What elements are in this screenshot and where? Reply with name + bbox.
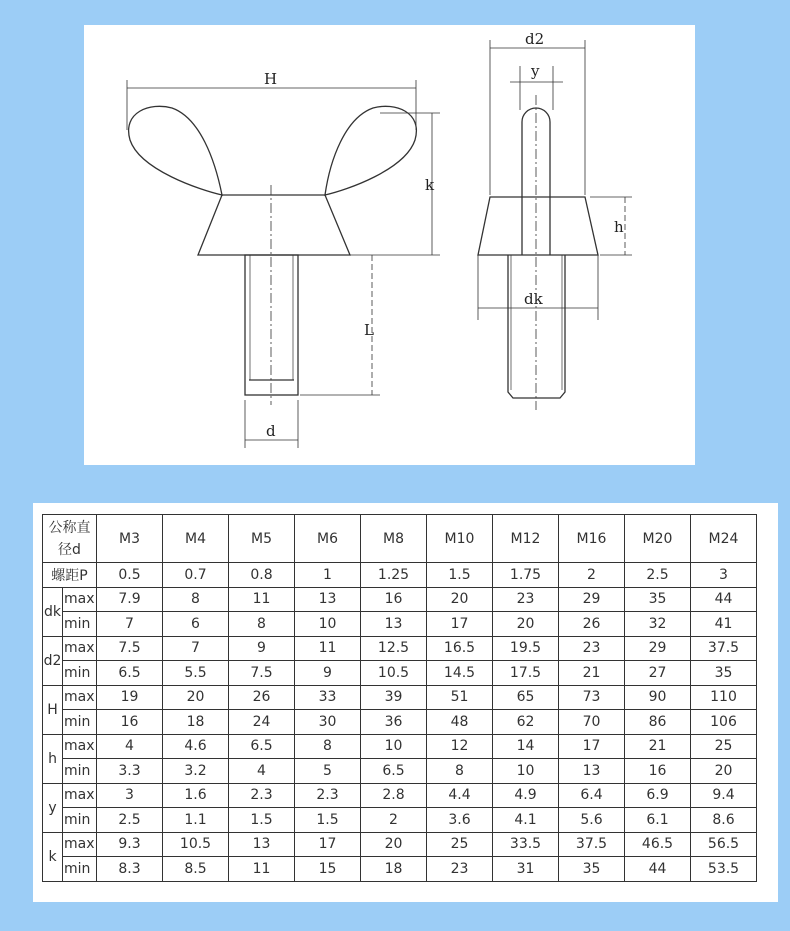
table-cell: 10 — [493, 759, 559, 784]
column-header: M16 — [559, 515, 625, 563]
column-header: M5 — [229, 515, 295, 563]
table-cell: 19.5 — [493, 636, 559, 661]
table-cell: 86 — [625, 710, 691, 735]
column-header: M3 — [97, 515, 163, 563]
table-row — [43, 783, 757, 808]
row-sub-label: max — [63, 832, 97, 857]
table-cell: 15 — [295, 857, 361, 882]
row-sub-label: min — [63, 661, 97, 686]
row-group-label: h — [43, 734, 63, 783]
table-cell: 0.7 — [163, 563, 229, 588]
table-cell: 9 — [295, 661, 361, 686]
table-cell: 13 — [229, 832, 295, 857]
table-cell: 8 — [295, 734, 361, 759]
row-sub-label: max — [63, 636, 97, 661]
table-cell: 6.5 — [229, 734, 295, 759]
header-row — [43, 515, 757, 563]
table-cell: 33 — [295, 685, 361, 710]
table-cell: 35 — [625, 587, 691, 612]
table-cell: 44 — [625, 857, 691, 882]
row-sub-label: min — [63, 857, 97, 882]
table-cell: 18 — [361, 857, 427, 882]
table-cell: 8 — [163, 587, 229, 612]
table-cell: 44 — [691, 587, 757, 612]
table-cell: 16 — [361, 587, 427, 612]
table-cell: 35 — [559, 857, 625, 882]
table-cell: 1.1 — [163, 808, 229, 833]
table-row — [43, 636, 757, 661]
table-cell: 53.5 — [691, 857, 757, 882]
table-cell: 1.25 — [361, 563, 427, 588]
row-sub-label: min — [63, 710, 97, 735]
table-cell: 33.5 — [493, 832, 559, 857]
row-group-label: y — [43, 783, 63, 832]
table-row — [43, 710, 757, 735]
column-header: M4 — [163, 515, 229, 563]
table-cell: 7.5 — [97, 636, 163, 661]
table-row — [43, 612, 757, 637]
table-cell: 21 — [625, 734, 691, 759]
table-cell: 9 — [229, 636, 295, 661]
spec-table-panel — [33, 503, 778, 902]
table-row — [43, 832, 757, 857]
table-cell: 4 — [229, 759, 295, 784]
table-cell: 8 — [229, 612, 295, 637]
table-cell: 6.5 — [97, 661, 163, 686]
table-cell: 1 — [295, 563, 361, 588]
table-cell: 9.4 — [691, 783, 757, 808]
table-row — [43, 661, 757, 686]
table-cell: 17 — [427, 612, 493, 637]
table-cell: 3 — [691, 563, 757, 588]
table-cell: 17.5 — [493, 661, 559, 686]
dim-label-d2: d2 — [525, 30, 545, 48]
table-cell: 41 — [691, 612, 757, 637]
wing-screw-diagram — [84, 25, 695, 465]
table-cell: 48 — [427, 710, 493, 735]
table-cell: 106 — [691, 710, 757, 735]
table-cell: 10 — [361, 734, 427, 759]
table-cell: 24 — [229, 710, 295, 735]
table-cell: 1.75 — [493, 563, 559, 588]
table-cell: 31 — [493, 857, 559, 882]
row-sub-label: max — [63, 734, 97, 759]
front-view — [127, 80, 440, 448]
table-cell: 110 — [691, 685, 757, 710]
table-cell: 2.3 — [295, 783, 361, 808]
table-cell: 0.8 — [229, 563, 295, 588]
table-cell: 10.5 — [163, 832, 229, 857]
table-cell: 6.4 — [559, 783, 625, 808]
table-cell: 7.5 — [229, 661, 295, 686]
dim-label-k: k — [425, 176, 435, 194]
row-sub-label: min — [63, 759, 97, 784]
table-cell: 13 — [559, 759, 625, 784]
row-sub-label: max — [63, 783, 97, 808]
dim-label-h: h — [614, 218, 624, 236]
table-cell: 16.5 — [427, 636, 493, 661]
side-view — [478, 40, 632, 410]
table-cell: 6.1 — [625, 808, 691, 833]
table-cell: 2.5 — [625, 563, 691, 588]
table-cell: 20 — [493, 612, 559, 637]
table-cell: 35 — [691, 661, 757, 686]
table-cell: 20 — [361, 832, 427, 857]
table-cell: 20 — [691, 759, 757, 784]
table-cell: 23 — [427, 857, 493, 882]
table-cell: 13 — [361, 612, 427, 637]
table-cell: 8.6 — [691, 808, 757, 833]
table-cell: 73 — [559, 685, 625, 710]
table-cell: 17 — [559, 734, 625, 759]
table-cell: 1.5 — [229, 808, 295, 833]
table-cell: 13 — [295, 587, 361, 612]
row-group-label: d2 — [43, 636, 63, 685]
table-cell: 26 — [229, 685, 295, 710]
table-row — [43, 808, 757, 833]
table-cell: 5.5 — [163, 661, 229, 686]
column-header: M6 — [295, 515, 361, 563]
table-cell: 3 — [97, 783, 163, 808]
table-cell: 1.5 — [295, 808, 361, 833]
dim-label-dk: dk — [524, 290, 543, 308]
column-header: M8 — [361, 515, 427, 563]
table-row — [43, 759, 757, 784]
technical-drawing — [84, 25, 695, 465]
table-cell: 29 — [625, 636, 691, 661]
table-cell: 25 — [427, 832, 493, 857]
row-label-pitch: 螺距P — [43, 563, 97, 588]
corner-label: 公称直径d — [43, 515, 97, 563]
table-cell: 8 — [427, 759, 493, 784]
table-cell: 6.5 — [361, 759, 427, 784]
table-cell: 8.3 — [97, 857, 163, 882]
table-cell: 30 — [295, 710, 361, 735]
table-cell: 25 — [691, 734, 757, 759]
row-sub-label: max — [63, 685, 97, 710]
table-cell: 4.6 — [163, 734, 229, 759]
table-cell: 14.5 — [427, 661, 493, 686]
table-cell: 23 — [493, 587, 559, 612]
column-header: M12 — [493, 515, 559, 563]
dim-label-H: H — [264, 70, 278, 88]
table-cell: 39 — [361, 685, 427, 710]
table-cell: 4 — [97, 734, 163, 759]
table-cell: 32 — [625, 612, 691, 637]
table-row — [43, 563, 757, 588]
table-cell: 90 — [625, 685, 691, 710]
table-cell: 51 — [427, 685, 493, 710]
column-header: M24 — [691, 515, 757, 563]
table-cell: 6.9 — [625, 783, 691, 808]
row-sub-label: max — [63, 587, 97, 612]
table-row — [43, 685, 757, 710]
table-cell: 12.5 — [361, 636, 427, 661]
table-cell: 2.8 — [361, 783, 427, 808]
table-cell: 0.5 — [97, 563, 163, 588]
table-cell: 3.6 — [427, 808, 493, 833]
table-cell: 27 — [625, 661, 691, 686]
table-cell: 23 — [559, 636, 625, 661]
table-cell: 37.5 — [559, 832, 625, 857]
row-group-label: k — [43, 832, 63, 881]
column-header: M20 — [625, 515, 691, 563]
table-cell: 29 — [559, 587, 625, 612]
row-group-label: dk — [43, 587, 63, 636]
table-cell: 11 — [229, 857, 295, 882]
column-header: M10 — [427, 515, 493, 563]
table-cell: 65 — [493, 685, 559, 710]
table-cell: 3.3 — [97, 759, 163, 784]
table-cell: 5 — [295, 759, 361, 784]
table-cell: 2.5 — [97, 808, 163, 833]
table-cell: 7 — [163, 636, 229, 661]
table-cell: 46.5 — [625, 832, 691, 857]
table-cell: 16 — [625, 759, 691, 784]
table-cell: 4.9 — [493, 783, 559, 808]
table-cell: 56.5 — [691, 832, 757, 857]
table-cell: 14 — [493, 734, 559, 759]
dim-label-L: L — [364, 321, 374, 339]
table-cell: 4.4 — [427, 783, 493, 808]
table-row — [43, 734, 757, 759]
table-cell: 36 — [361, 710, 427, 735]
table-cell: 2 — [361, 808, 427, 833]
table-cell: 11 — [295, 636, 361, 661]
row-sub-label: min — [63, 808, 97, 833]
table-cell: 10.5 — [361, 661, 427, 686]
table-cell: 7 — [97, 612, 163, 637]
table-cell: 2.3 — [229, 783, 295, 808]
table-cell: 20 — [163, 685, 229, 710]
table-cell: 10 — [295, 612, 361, 637]
dim-label-y: y — [531, 62, 540, 80]
spec-table — [42, 514, 757, 882]
table-row — [43, 587, 757, 612]
table-cell: 19 — [97, 685, 163, 710]
dim-label-d: d — [266, 422, 276, 440]
table-cell: 12 — [427, 734, 493, 759]
table-cell: 18 — [163, 710, 229, 735]
table-cell: 21 — [559, 661, 625, 686]
table-cell: 62 — [493, 710, 559, 735]
table-cell: 3.2 — [163, 759, 229, 784]
table-cell: 4.1 — [493, 808, 559, 833]
table-cell: 70 — [559, 710, 625, 735]
table-cell: 11 — [229, 587, 295, 612]
table-cell: 7.9 — [97, 587, 163, 612]
row-group-label: H — [43, 685, 63, 734]
table-cell: 26 — [559, 612, 625, 637]
table-cell: 16 — [97, 710, 163, 735]
table-cell: 1.5 — [427, 563, 493, 588]
table-cell: 1.6 — [163, 783, 229, 808]
table-cell: 2 — [559, 563, 625, 588]
table-cell: 5.6 — [559, 808, 625, 833]
table-cell: 37.5 — [691, 636, 757, 661]
table-row — [43, 857, 757, 882]
table-cell: 9.3 — [97, 832, 163, 857]
row-sub-label: min — [63, 612, 97, 637]
table-cell: 20 — [427, 587, 493, 612]
table-cell: 8.5 — [163, 857, 229, 882]
table-cell: 6 — [163, 612, 229, 637]
table-cell: 17 — [295, 832, 361, 857]
